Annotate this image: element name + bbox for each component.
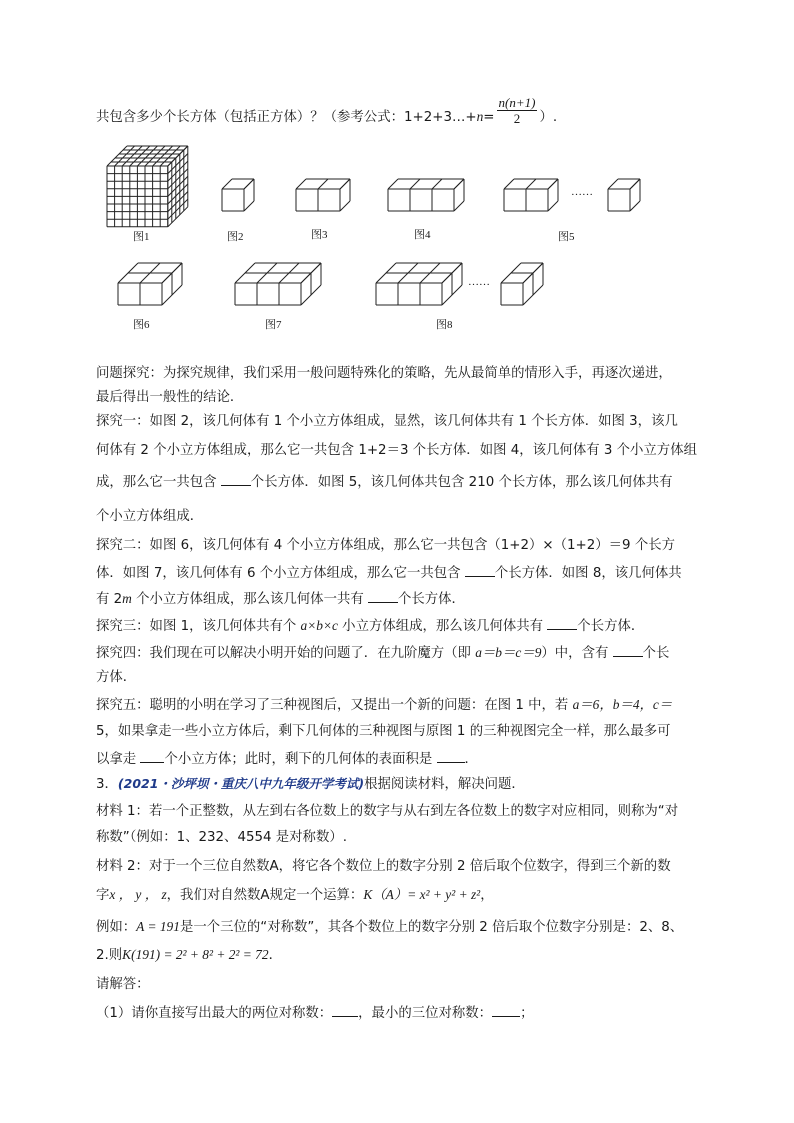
cube-edge [548,179,558,189]
cube-edge [296,179,306,189]
fig-label-1: 图1 [133,231,150,243]
p1-line1: 问题探究：为探究规律，我们采用一般问题特殊化的策略，先从最简单的情形入手，再逐次递进， [96,366,672,381]
fig-label-4: 图4 [414,229,431,241]
cube-edge [526,179,536,189]
k-formula: K（A）= x² + y² + z² [363,887,481,902]
fraction-numerator: n(n+1) [498,94,536,110]
cube-edge [244,179,254,189]
answer-blank[interactable] [437,749,465,763]
t5-line3: 以拿走 个小立方体；此时，剩下的几何体的表面积是 ． [96,749,478,769]
cube-edge [388,179,398,189]
cube-edge [454,179,464,189]
cube-edge [410,179,420,189]
t1-line3: 成，那么它一共包含 个长方体．如图 5，该几何体共包含 210 个长方体，那么该几何体共有 [96,472,673,492]
t2-line3: 有 2m 个小立方体组成，那么该几何体一共有 个长方体． [96,591,465,607]
sub-question-1: （1）请你直接写出最大的两位对称数： ，最小的三位对称数： ； [96,1003,533,1023]
var-n: n [476,109,484,124]
cube-figures [0,0,794,340]
m2-line1: 材料 2：对于一个三位自然数A，将它各个数位上的数字分别 2 倍后取个位数字，得到三个新的数 [96,859,671,874]
t2-line2: 体．如图 7，该几何体有 6 个小立方体组成，那么它一共包含 个长方体．如图 8，该几何体共 [96,563,682,583]
answer-heading: 请解答： [96,977,150,992]
t5-line2: 5，如果拿走一些小立方体后，剩下几何体的三种视图与原图 1 的三种视图完全一样，那么最多可 [96,724,671,739]
cube-edge [630,201,640,211]
intro-text: 共包含多少个长方体（包括正方体）？（参考公式：1+2+3…+ [96,110,477,125]
question-source: (2021・沙坪坝・重庆八中九年级开学考试) [117,776,365,791]
cube-edge [340,201,350,211]
cube-edge [454,201,464,211]
answer-blank[interactable] [332,1003,358,1017]
m1-line2: 称数”（例如：1、232、4554 是对称数）. [96,830,347,845]
fraction-denominator: 2 [513,110,521,126]
cube-edge [608,179,618,189]
fig-label-7: 图7 [265,319,282,331]
m1-line1: 材料 1：若一个正整数，从左到右各位数上的数字与从右到左各位数上的数字对应相同，则称为“对 [96,804,679,819]
answer-blank[interactable] [221,472,251,486]
cube-edge [548,201,558,211]
answer-blank[interactable] [492,1003,520,1017]
ellipsis-fig8: …… [468,276,490,288]
fig-label-8: 图8 [436,319,453,331]
ellipsis-fig5: …… [571,186,593,198]
cube-edge [432,179,442,189]
cube-edge [504,179,514,189]
cube-edge [222,179,232,189]
example-line2: 2.则K(191) = 2² + 8² + 2² = 72． [96,947,282,963]
cube-edge [340,179,350,189]
fig-label-2: 图2 [227,231,244,243]
q3-header: 3．(2021・沙坪坝・重庆八中九年级开学考试)根据阅读材料，解决问题． [96,776,525,792]
p1-line2: 最后得出一般性的结论． [96,390,244,405]
question-number: 3． [96,777,118,792]
fig-label-5: 图5 [558,231,575,243]
m2-line2: 字x ， y ， z，我们对自然数A规定一个运算：K（A）= x² + y² + z²， [96,887,494,903]
cube-edge [318,179,328,189]
answer-blank[interactable] [140,749,164,763]
t2-line1: 探究二：如图 6，该几何体有 4 个小立方体组成，那么它一共包含（1+2）×（1+2）＝9 个长方 [96,538,675,553]
equals-sign: = [483,110,495,125]
t1-line4: 个小立方体组成． [96,509,204,524]
t5-line1: 探究五：聪明的小明在学习了三种视图后，又提出一个新的问题：在图 1 中，若 a＝6，b＝4，c＝ [96,697,673,713]
t4-line2: 方体． [96,670,137,685]
t1-line2: 何体有 2 个小立方体组成，那么它一共包含 1+2＝3 个长方体．如图 4，该几何体有 3 个小立方体组 [96,443,697,458]
answer-blank[interactable] [613,643,643,657]
fig-label-3: 图3 [311,229,328,241]
answer-blank[interactable] [465,563,495,577]
cube-edge [630,179,640,189]
intro-end: ）. [539,110,558,125]
answer-blank[interactable] [547,616,577,630]
answer-blank[interactable] [368,589,398,603]
fig-label-6: 图6 [133,319,150,331]
t1-line1: 探究一：如图 2，该几何体有 1 个小立方体组成，显然，该几何体共有 1 个长方体．如图 3，该几 [96,414,678,429]
t3-line: 探究三：如图 1，该几何体共有个 a×b×c 小立方体组成，那么该几何体共有 个长方体． [96,618,645,634]
cube-edge [244,201,254,211]
example-line1: 例如：A = 191是一个三位的“对称数”，其各个数位上的数字分别 2 倍后取个位数字分别是：2、8、 [96,919,684,935]
t4-line1: 探究四：我们现在可以解决小明开始的问题了．在九阶魔方（即 a＝b＝c＝9）中，含有 个长 [96,645,670,661]
